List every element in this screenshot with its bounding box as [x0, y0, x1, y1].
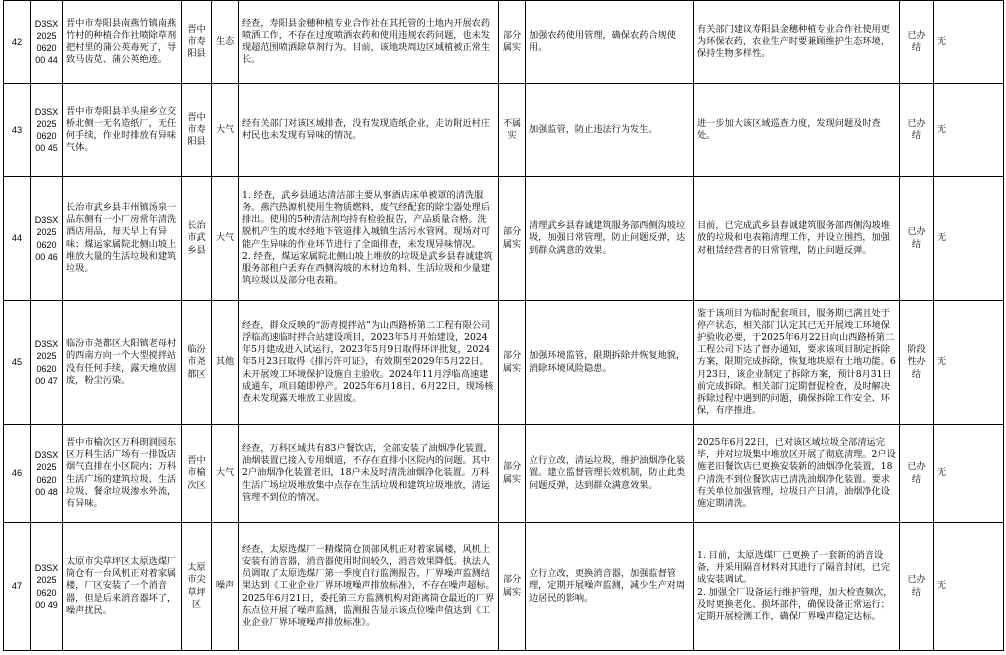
case-status: 已办结 [900, 1, 934, 84]
case-status: 已办结 [900, 177, 934, 301]
pollution-category: 噪声 [212, 523, 239, 651]
handling-measures: 加强农药使用管理，确保农药合规使用。 [526, 1, 694, 84]
case-code: D3SX2025062000 44 [31, 1, 63, 84]
accountability: 无 [934, 425, 1004, 523]
complaint-content: 晋中市榆次区万科朗润园东区万科生活广场有一排饭店烟气直排在小区院内；万科生活广场的建筑垃圾、生活垃圾、餐余垃圾渗水外流，有异味。 [63, 425, 182, 523]
accountability: 无 [934, 1, 1004, 84]
complaint-content: 临汾市尧都区大阳镇老母村的西南方向一个大型搅拌站没有任何手续，露天堆放固废，粉尘污染。 [63, 301, 182, 425]
administrative-area: 临汾市尧都区 [182, 301, 212, 425]
case-status: 阶段性办结 [900, 301, 934, 425]
pollution-category: 其他 [212, 301, 239, 425]
rectification-result: 有关部门建议寿阳县金穗种植专业合作社使用更为环保农药，农业生产时要兼顾维护生态环境，保持生物多样性。 [694, 1, 900, 84]
handling-measures: 清理武乡县春诚建筑服务部西侧沟坡垃圾，加强日常管理，防止问题反弹，达到群众满意的效果。 [526, 177, 694, 301]
investigation-findings: 经查，太原选煤厂一精煤筒仓顶部风机正对着家属楼，风机上安装有消音器，消音器使用时间较久，消音效果降低。执法人员调取了太原选煤厂第一季度自行监测报告，厂界噪声监测结果达到《工业企业厂界环境噪声排放标准》，不存在噪声超标。2025年6月21日，委托第三方监测机构对距离筒仓最近的厂界东点位开展了噪声监测，监测报告显示该点位噪声值达到《工业企业厂界环境噪声排放标准》。 [239, 523, 499, 651]
administrative-area: 晋中市寿阳县 [182, 1, 212, 84]
rectification-result: 目前，已完成武乡县春诚建筑服务部西侧沟坡堆放的垃圾和电表箱清理工作，并设立围挡，加强对租赁经营者的日常管理，防止问题反弹。 [694, 177, 900, 301]
complaint-content: 长治市武乡县丰州镇汤泉一品东侧有一小厂房常年清洗酒店用品，每天早上有异味；煤运家属院北侧山坡上堆放大量的生活垃圾和建筑垃圾。 [63, 177, 182, 301]
case-code: D3SX2025062000 46 [31, 177, 63, 301]
case-code: D3SX2025062000 45 [31, 84, 63, 177]
case-status: 已办结 [900, 523, 934, 651]
row-number: 47 [4, 523, 31, 651]
pollution-category: 大气 [212, 84, 239, 177]
table-row [4, 425, 1004, 523]
case-code: D3SX2025062000 48 [31, 425, 63, 523]
complaint-table [3, 0, 1004, 651]
handling-measures: 加强监管，防止违法行为发生。 [526, 84, 694, 177]
investigation-findings: 1. 经查，武乡县通达清洁部主要从事酒店床单被罩的清洗服务。燕汽热源机使用生物质燃料，废气经配套的除尘器处理后排出。使用的5种清洁剂均持有检验报告，产品质量合格。洗脱机产生的废水经地下管道排入城镇生活污水管网。现场对可能产生异味的作业环节进行了全面排查，未发现异味情况。 2. 经查，煤运家属院北侧山坡上堆放的垃圾是武乡县春诚建筑服务部租户丢弃在西侧沟坡的木材边角料、生活垃圾和少量建筑垃圾以及部分电表箱。 [239, 177, 499, 301]
administrative-area: 晋中市榆次区 [182, 425, 212, 523]
rectification-result: 鉴于该项目为临时配套项目，服务期已满且处于停产状态，相关部门认定其已无开展竣工环境保护验收必要，于2025年6月22日向山西路桥第二工程公司下达了督办通知，要求该项目制定拆除方案，限期完成拆除，恢复地块原有土地功能。6月23日，该企业制定了拆除方案，预计8月31日前完成拆除。相关部门定期督促检查，及时解决拆除过程中遇到的问题，确保拆除工作安全、环保，有序推进。 [694, 301, 900, 425]
investigation-findings: 经有关部门对该区域排查，没有发现造纸企业，走访附近村庄村民也未发现有异味的情况。 [239, 84, 499, 177]
accountability: 无 [934, 301, 1004, 425]
verdict: 部分属实 [499, 425, 526, 523]
row-number: 44 [4, 177, 31, 301]
administrative-area: 长治市武乡县 [182, 177, 212, 301]
complaint-content: 晋中市寿阳县羊头崖乡立交桥北侧一无名造纸厂，无任何手续，作业时排放有异味气体。 [63, 84, 182, 177]
table-row [4, 523, 1004, 651]
table-row [4, 1, 1004, 84]
pollution-category: 生态 [212, 1, 239, 84]
verdict: 部分属实 [499, 523, 526, 651]
rectification-result: 进一步加大该区域巡查力度，发现问题及时查处。 [694, 84, 900, 177]
case-status: 已办结 [900, 425, 934, 523]
case-code: D3SX2025062000 49 [31, 523, 63, 651]
verdict: 部分属实 [499, 301, 526, 425]
investigation-findings: 经查，群众反映的“沥青搅拌站”为山西路桥第二工程有限公司浮临高速临时拌合站建设项目，2023年5月开始建设，2024年5月建成进入试运行，2023年5月9日取得环评批复，2024年5月23日取得《排污许可证》，有效期至2029年5月22日。未开展竣工环境保护设施自主验收。2024年11月浮临高速建成通车，项目随即停产。2025年6月18日、6月22日，现场核查未发现露天堆放工业固废。 [239, 301, 499, 425]
accountability: 无 [934, 523, 1004, 651]
complaint-content: 太原市尖草坪区太原选煤厂筒仓有一台风机正对着家属楼，厂区安装了一个消音器，但是后来消音器坏了，噪声扰民。 [63, 523, 182, 651]
pollution-category: 大气 [212, 425, 239, 523]
accountability: 无 [934, 177, 1004, 301]
row-number: 46 [4, 425, 31, 523]
rectification-result: 2025年6月22日，已对该区域垃圾全部清运完毕，并对垃圾集中堆放区开展了彻底清理。2户设施老旧餐饮店已更换安装新的油烟净化装置，18户清洗不到位餐饮店已清洗油烟净化装置。要求有关单位加强管理，垃圾日产日清，油烟净化设施定期清洗。 [694, 425, 900, 523]
table-row [4, 177, 1004, 301]
administrative-area: 晋中市寿阳县 [182, 84, 212, 177]
row-number: 42 [4, 1, 31, 84]
accountability: 无 [934, 84, 1004, 177]
complaint-content: 晋中市寿阳县南燕竹镇南燕竹村的种植合作社喷除草剂把村里的蒲公英毒死了，导致马齿苋、蒲公英绝迹。 [63, 1, 182, 84]
verdict: 不属实 [499, 84, 526, 177]
case-status: 已办结 [900, 84, 934, 177]
rectification-result: 1. 目前，太原选煤厂已更换了一套新的消音设备，并采用隔音材料对其进行了隔音封闭，已完成安装调试。 2. 加强全厂设备运行维护管理，加大检查频次，及时更换老化、损坏部件，确保设备正常运行；定期开展检测工作，确保厂界噪声稳定达标。 [694, 523, 900, 651]
row-number: 43 [4, 84, 31, 177]
pollution-category: 大气 [212, 177, 239, 301]
investigation-findings: 经查，万科区域共有83户餐饮店，全部安装了油烟净化装置，油烟装置已接入专用烟道，不存在直排小区院内的问题。其中2户油烟净化装置老旧，18户未及时清洗油烟净化装置。万科生活广场垃圾堆放集中点存在生活垃圾和建筑垃圾堆放，清运管理不到位的情况。 [239, 425, 499, 523]
row-number: 45 [4, 301, 31, 425]
administrative-area: 太原市尖草坪区 [182, 523, 212, 651]
handling-measures: 立行立改，更换消音器，加强监督管理，定期开展噪声监测，减少生产对周边居民的影响。 [526, 523, 694, 651]
handling-measures: 加强环境监管，限期拆除并恢复地貌，消除环境风险隐患。 [526, 301, 694, 425]
table-row [4, 301, 1004, 425]
verdict: 部分属实 [499, 177, 526, 301]
case-code: D3SX2025062000 47 [31, 301, 63, 425]
investigation-findings: 经查，寿阳县金穗种植专业合作社在其托管的土地内开展农药喷洒工作，不存在过度喷洒农药和使用违规农药问题，也未发现超范围喷洒除草剂行为。目前，该地块周边区域植被正常生长。 [239, 1, 499, 84]
table-row [4, 84, 1004, 177]
handling-measures: 立行立改，清运垃圾，维护油烟净化装置。建立监督管理长效机制，防止此类问题反弹，达到群众满意效果。 [526, 425, 694, 523]
verdict: 部分属实 [499, 1, 526, 84]
